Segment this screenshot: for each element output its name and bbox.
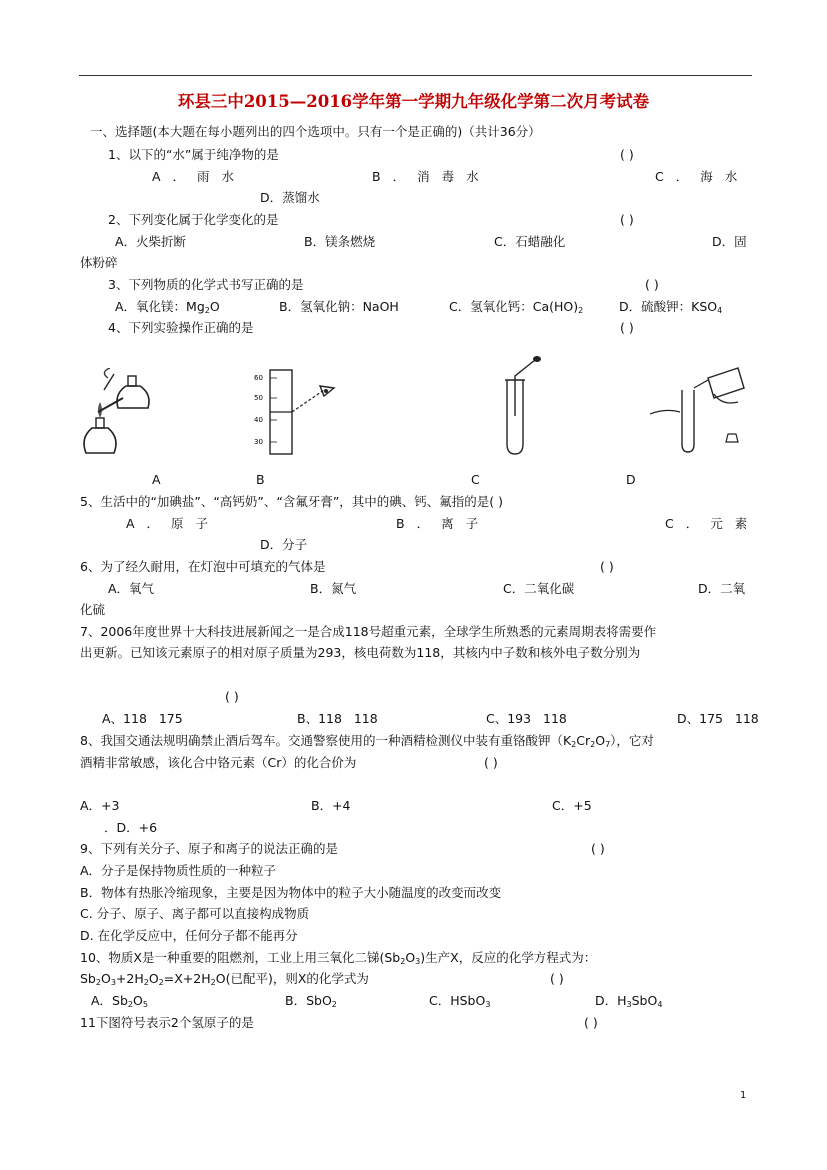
q7-option-c[interactable]: C、193 118 bbox=[486, 711, 567, 726]
q8-option-a[interactable]: A．+3 bbox=[80, 798, 120, 813]
q2-option-d-cont: 体粉碎 bbox=[80, 255, 118, 270]
q2-option-b[interactable]: B．镁条燃烧 bbox=[304, 234, 376, 249]
q6-option-d-cont: 化硫 bbox=[80, 602, 106, 617]
tick-60: 60 bbox=[254, 374, 263, 382]
q9-stem: 9、下列有关分子、原子和离子的说法正确的是 bbox=[80, 841, 338, 856]
q1-option-c[interactable]: C．海水 bbox=[655, 169, 750, 184]
q4-label-a[interactable]: A bbox=[152, 472, 161, 487]
q5-stem: 5、生活中的“加碘盐”、“高钙奶”、“含氟牙膏”，其中的碘、钙、氟指的是( ) bbox=[80, 494, 504, 509]
q6-option-a[interactable]: A．氧气 bbox=[108, 581, 155, 596]
header-rule bbox=[79, 75, 752, 76]
q4-label-b[interactable]: B bbox=[256, 472, 265, 487]
q1-option-d[interactable]: D．蒸馏水 bbox=[260, 190, 320, 205]
q10-option-d[interactable]: D．$H_3SbO_4$ bbox=[595, 993, 663, 1009]
q4-label-d[interactable]: D bbox=[626, 472, 636, 487]
q7-option-d[interactable]: D、175 118 bbox=[677, 711, 759, 726]
figure-d-pouring-reagent bbox=[648, 358, 748, 458]
q6-option-b[interactable]: B．氮气 bbox=[310, 581, 357, 596]
q3-option-a[interactable]: A．氧化镁：$Mg_2O$ bbox=[115, 299, 220, 315]
q2-stem: 2、下列变化属于化学变化的是 bbox=[108, 212, 279, 227]
q9-option-c[interactable]: C. 分子、原子、离子都可以直接构成物质 bbox=[80, 906, 310, 921]
q3-option-b[interactable]: B．氢氧化钠：NaOH bbox=[279, 299, 399, 314]
q7-line1: 7、2006年度世界十大科技进展新闻之一是合成118号超重元素，全球学生所熟悉的元素周期表将需要作 bbox=[80, 624, 657, 639]
q5-option-c[interactable]: C．元素 bbox=[665, 516, 760, 531]
tick-30: 30 bbox=[254, 438, 263, 446]
q10-equation: $Sb_2O_3+2H_2O_2=X+2H_2O$(已配平)，则X的化学式为 bbox=[80, 971, 369, 987]
q10-option-b[interactable]: B．SbO$_2$ bbox=[285, 993, 337, 1009]
q5-option-b[interactable]: B．离子 bbox=[396, 516, 491, 531]
q9-option-a[interactable]: A．分子是保持物质性质的一种粒子 bbox=[80, 863, 277, 878]
q7-answer-bracket[interactable]: ( ) bbox=[225, 689, 239, 704]
q5-option-d[interactable]: D．分子 bbox=[260, 537, 308, 552]
q5-option-a[interactable]: A．原子 bbox=[126, 516, 221, 531]
figure-b-graduated-cylinder bbox=[250, 366, 340, 458]
section-heading: 一、选择题(本大题在每小题列出的四个选项中。只有一个是正确的)（共计36分） bbox=[90, 124, 541, 139]
exam-title: 环县三中2015—2016学年第一学期九年级化学第二次月考试卷 bbox=[177, 92, 650, 111]
q2-option-a[interactable]: A．火柴折断 bbox=[115, 234, 187, 249]
q1-answer-bracket[interactable]: ( ) bbox=[620, 147, 634, 162]
q6-option-d[interactable]: D．二氧 bbox=[698, 581, 746, 596]
q6-stem: 6、为了经久耐用，在灯泡中可填充的气体是 bbox=[80, 559, 326, 574]
q11-answer-bracket[interactable]: ( ) bbox=[584, 1015, 598, 1030]
q3-stem: 3、下列物质的化学式书写正确的是 bbox=[108, 277, 304, 292]
tick-40: 40 bbox=[254, 416, 263, 424]
q1-option-b[interactable]: B．消毒水 bbox=[372, 169, 491, 184]
q4-answer-bracket[interactable]: ( ) bbox=[620, 320, 634, 335]
tick-50: 50 bbox=[254, 394, 263, 402]
q7-option-a[interactable]: A、118 175 bbox=[102, 711, 183, 726]
q6-option-c[interactable]: C．二氧化碳 bbox=[503, 581, 575, 596]
q3-option-d[interactable]: D．硫酸钾：$KSO_4$ bbox=[619, 299, 723, 315]
q1-stem: 1、以下的“水”属于纯净物的是 bbox=[108, 147, 279, 162]
q3-answer-bracket[interactable]: ( ) bbox=[645, 277, 659, 292]
q8-option-b[interactable]: B．+4 bbox=[311, 798, 351, 813]
q6-answer-bracket[interactable]: ( ) bbox=[600, 559, 614, 574]
q10-option-c[interactable]: C．HSbO$_3$ bbox=[429, 993, 491, 1009]
q4-label-c[interactable]: C bbox=[471, 472, 480, 487]
q9-option-d[interactable]: D. 在化学反应中，任何分子都不能再分 bbox=[80, 928, 298, 943]
q2-option-d[interactable]: D．固 bbox=[712, 234, 747, 249]
figure-a-alcohol-lamp bbox=[78, 368, 160, 458]
q9-option-b[interactable]: B．物体有热胀冷缩现象，主要是因为物体中的粒子大小随温度的改变而改变 bbox=[80, 885, 502, 900]
q11-stem: 11下图符号表示2个氢原子的是 bbox=[80, 1015, 254, 1030]
q8-answer-bracket[interactable]: ( ) bbox=[484, 755, 498, 770]
q2-answer-bracket[interactable]: ( ) bbox=[620, 212, 634, 227]
q8-line1: 8、我国交通法规明确禁止酒后驾车。交通警察使用的一种酒精检测仪中装有重铬酸钾$(K_2Cr_2O_7)$，它对 bbox=[80, 733, 654, 749]
q8-line2: 酒精非常敏感，该化合中铬元素（Cr）的化合价为 bbox=[80, 755, 357, 770]
q10-option-a[interactable]: A．$Sb_2O_5$ bbox=[91, 993, 148, 1009]
q9-answer-bracket[interactable]: ( ) bbox=[591, 841, 605, 856]
q7-option-b[interactable]: B、118 118 bbox=[297, 711, 378, 726]
figure-c-test-tube-dropper bbox=[495, 356, 545, 458]
q8-option-d[interactable]: ．D．+6 bbox=[104, 820, 158, 835]
q8-option-c[interactable]: C．+5 bbox=[552, 798, 592, 813]
q1-option-a[interactable]: A．雨水 bbox=[152, 169, 247, 184]
q2-option-c[interactable]: C．石蜡融化 bbox=[494, 234, 566, 249]
q3-option-c[interactable]: C．氢氧化钙：$Ca(HO)_2$ bbox=[449, 299, 584, 315]
page-number: 1 bbox=[740, 1090, 747, 1101]
q4-stem: 4、下列实验操作正确的是 bbox=[108, 320, 254, 335]
q10-answer-bracket[interactable]: ( ) bbox=[550, 971, 564, 986]
q10-line1: 10、物质X是一种重要的阻燃剂，工业上用三氧化二锑$(Sb_2O_3)$生产X，反应的化学方程式为： bbox=[80, 950, 597, 966]
q7-line2: 出更新。已知该元素原子的相对原子质量为293，核电荷数为118，其核内中子数和核外电子数分别为 bbox=[80, 645, 641, 660]
